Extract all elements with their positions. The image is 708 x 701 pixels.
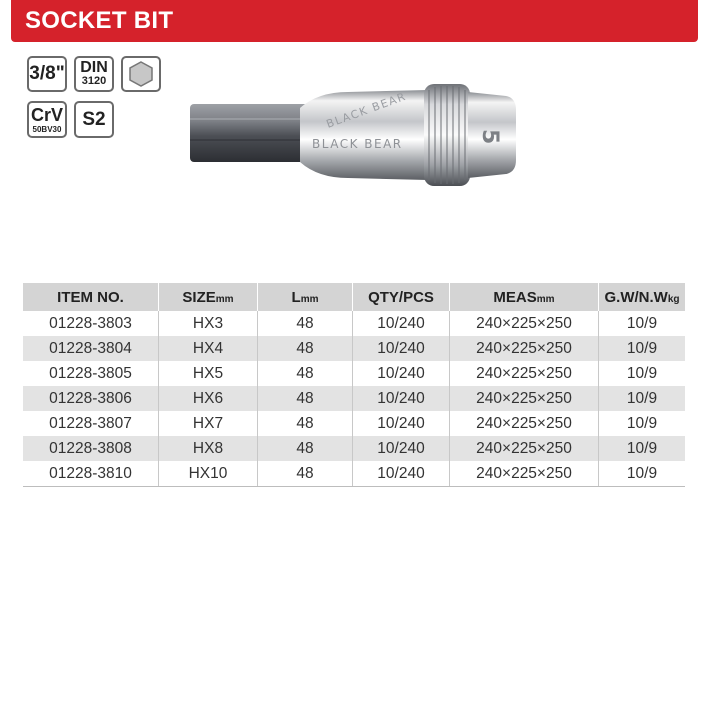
material-label: CrV	[30, 105, 63, 125]
table-row	[23, 361, 685, 386]
cell-item-no: 01228-3810	[23, 461, 159, 487]
bit-steel-badge	[74, 101, 114, 138]
material-badge	[27, 101, 67, 138]
socket-bit-image	[188, 78, 518, 190]
cell-weight: 10/9	[599, 411, 686, 436]
col-header-item-no: ITEM NO.	[23, 283, 159, 311]
din-number: 3120	[81, 75, 107, 87]
cell-size: HX8	[159, 436, 258, 461]
cell-weight: 10/9	[599, 386, 686, 411]
page-title: SOCKET BIT	[25, 7, 174, 34]
cell-weight: 10/9	[599, 311, 686, 336]
cell-length: 48	[258, 461, 353, 487]
cell-item-no: 01228-3804	[23, 336, 159, 361]
bit-steel-label: S2	[82, 109, 106, 130]
table-header-row	[23, 283, 685, 311]
cell-item-no: 01228-3808	[23, 436, 159, 461]
table-row	[23, 336, 685, 361]
cell-qty: 10/240	[353, 461, 450, 487]
col-header-size: SIZEmm	[159, 283, 258, 311]
cell-meas: 240×225×250	[450, 461, 599, 487]
table-row	[23, 386, 685, 411]
col-header-length: Lmm	[258, 283, 353, 311]
cell-qty: 10/240	[353, 411, 450, 436]
cell-meas: 240×225×250	[450, 311, 599, 336]
col-header-weight: G.W/N.Wkg	[599, 283, 686, 311]
cell-item-no: 01228-3803	[49, 314, 132, 332]
material-grade: 50BV30	[32, 125, 62, 134]
cell-length: 48	[258, 361, 353, 386]
cell-item-no: 01228-3807	[49, 414, 132, 432]
brand-engraving-top: BLACK BEAR	[324, 89, 409, 131]
cell-size: HX3	[159, 311, 258, 336]
title-banner	[11, 0, 698, 42]
cell-weight: 10/9	[599, 436, 686, 461]
cell-meas: 240×225×250	[450, 336, 599, 361]
cell-meas: 240×225×250	[450, 436, 599, 461]
col-header-qty: QTY/PCS	[353, 283, 450, 311]
cell-meas: 240×225×250	[450, 411, 599, 436]
cell-size: HX5	[159, 361, 258, 386]
cell-item-no: 01228-3806	[23, 386, 159, 411]
cell-qty: 10/240	[353, 386, 450, 411]
col-header-meas: MEASmm	[450, 283, 599, 311]
table-row	[23, 461, 685, 487]
table-row	[23, 436, 685, 461]
cell-length: 48	[258, 336, 353, 361]
table-row	[23, 411, 685, 436]
brand-engraving-band: BLACK BEAR	[312, 137, 403, 151]
drive-size-label: 3/8"	[29, 63, 65, 84]
hexagon-icon	[129, 61, 153, 87]
cell-weight: 10/9	[599, 361, 686, 386]
cell-meas: 240×225×250	[450, 386, 599, 411]
cell-qty: 10/240	[353, 436, 450, 461]
cell-qty: 10/240	[353, 311, 450, 336]
cell-length: 48	[258, 311, 353, 336]
hexagon-icon-badge	[121, 56, 161, 92]
din-label: DIN	[80, 59, 108, 76]
cell-item-no: 01228-3805	[49, 364, 132, 382]
cell-weight: 10/9	[599, 461, 686, 487]
cell-meas: 240×225×250	[450, 361, 599, 386]
cell-length: 48	[258, 386, 353, 411]
hex-bit	[190, 104, 312, 162]
spec-table	[23, 283, 685, 487]
cell-weight: 10/9	[599, 336, 686, 361]
cell-size: HX4	[159, 336, 258, 361]
cell-length: 48	[258, 436, 353, 461]
drive-size-badge	[27, 56, 67, 92]
table-row	[23, 311, 685, 336]
cell-length: 48	[258, 411, 353, 436]
socket-size-mark: 5	[477, 129, 502, 145]
cell-size: HX7	[159, 411, 258, 436]
cell-qty: 10/240	[353, 336, 450, 361]
din-standard-badge	[74, 56, 114, 92]
cell-size: HX6	[159, 386, 258, 411]
cell-size: HX10	[159, 461, 258, 487]
cell-qty: 10/240	[353, 361, 450, 386]
